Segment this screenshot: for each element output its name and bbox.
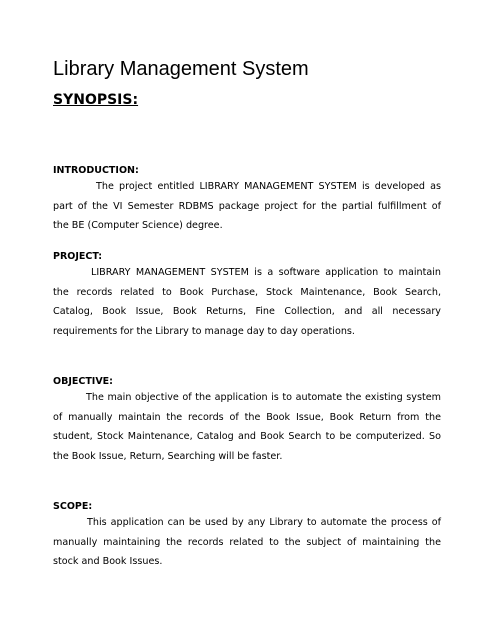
paragraph-line: This application can be used by any Library to automate the process of	[87, 517, 441, 528]
paragraph-line: stock and Book Issues.	[53, 556, 163, 567]
paragraph-line: requirements for the Library to manage day to day operations.	[53, 325, 355, 337]
introduction-heading: INTRODUCTION:	[53, 165, 139, 176]
document-title: Library Management System	[53, 58, 309, 80]
paragraph-line: the Book Issue, Return, Searching will be faster.	[53, 450, 283, 462]
paragraph-line: The project entitled LIBRARY MANAGEMENT SYSTEM is developed as	[96, 181, 441, 192]
objective-heading: OBJECTIVE:	[53, 376, 113, 387]
project-heading: PROJECT:	[53, 251, 103, 262]
project-paragraph	[53, 263, 441, 341]
paragraph-line: manually maintaining the records related to the subject of maintaining the	[53, 536, 441, 548]
paragraph-line: the records related to Book Purchase, Stock Maintenance, Book Search,	[53, 286, 441, 298]
paragraph-line: the BE (Computer Science) degree.	[53, 220, 223, 231]
synopsis-heading: SYNOPSIS:	[53, 92, 139, 108]
objective-paragraph	[53, 388, 441, 466]
paragraph-line: The main objective of the application is to automate the existing system	[86, 392, 441, 403]
paragraph-line: of manually maintain the records of the Book Issue, Book Return from the	[53, 411, 441, 423]
paragraph-line: part of the VI Semester RDBMS package project for the partial fulfillment of	[53, 200, 441, 212]
paragraph-line: LIBRARY MANAGEMENT SYSTEM is a software application to maintain	[91, 267, 441, 278]
paragraph-line: Catalog, Book Issue, Book Returns, Fine Collection, and all necessary	[53, 306, 441, 317]
scope-heading: SCOPE:	[53, 501, 93, 512]
scope-paragraph	[53, 513, 441, 572]
paragraph-line: student, Stock Maintenance, Catalog and Book Search to be computerized. So	[53, 431, 441, 442]
introduction-paragraph	[53, 177, 441, 236]
